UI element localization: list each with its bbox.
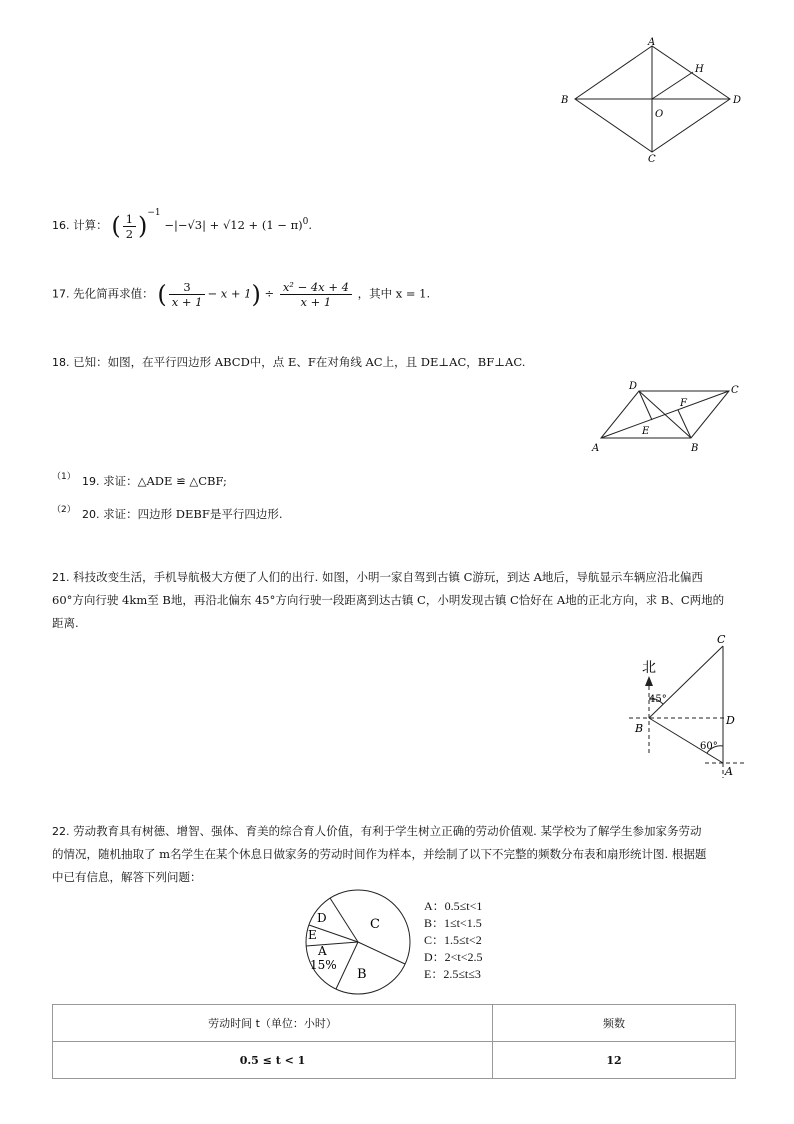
question-19 [82, 470, 227, 493]
numerator: 3 [169, 280, 206, 295]
label-B: B [561, 95, 569, 106]
fraction-half [123, 212, 136, 241]
label-D: D [726, 714, 735, 727]
question-21-line-1 [52, 566, 742, 589]
label-A: A [725, 765, 733, 778]
slice-D: D [317, 911, 327, 925]
sub-mark-2: （2） [52, 505, 76, 515]
label-A: A [648, 37, 656, 48]
label-O: O [655, 109, 664, 120]
question-22-line-3: 中已有信息，解答下列问题： [52, 870, 202, 884]
legend-item: C：1.5≤t<2 [424, 933, 482, 947]
legend-item: D：2<t<2.5 [424, 950, 483, 964]
condition: ，其中 x = 1. [357, 286, 431, 301]
question-18 [52, 351, 525, 374]
question-number: 21. [52, 571, 70, 584]
question-number: 16. [52, 219, 70, 232]
exponent: −1 [147, 208, 161, 218]
numerator: 1 [123, 212, 136, 227]
question-22-line-1 [52, 820, 742, 843]
divide-sign: ÷ [264, 286, 275, 301]
question-number: 18. [52, 356, 70, 369]
question-21-line-3: 距离. [52, 616, 79, 630]
paren-close: ) [251, 280, 261, 309]
denominator: 2 [125, 226, 134, 241]
question-label: 先化简再求值： [73, 286, 154, 301]
slice-A-percent: 15% [310, 958, 337, 972]
paren-open: ( [111, 212, 121, 240]
question-number: 22. [52, 825, 70, 838]
north-label: 北 [642, 660, 656, 676]
question-text: 求证：△ADE ≌ △CBF; [103, 474, 227, 488]
line-text: 劳动教育具有树德、增智、强体、育美的综合育人价值，有利于学生树立正确的劳动价值观. 某学校为了解学生参加家务劳动 [73, 824, 702, 838]
question-17 [52, 280, 430, 309]
denominator: x + 1 [300, 295, 332, 309]
label-F: F [680, 398, 687, 409]
question-text: 求证：四边形 DEBF是平行四边形. [103, 507, 283, 521]
pie-chart [300, 888, 416, 1000]
rhombus-figure [555, 36, 755, 166]
angle-60: 60° [700, 741, 718, 752]
question-16 [52, 202, 312, 241]
label-D: D [629, 381, 638, 392]
fraction-1 [169, 280, 206, 309]
label-A: A [592, 443, 600, 454]
expression-rest: −|−√3| + √12 + (1 − π) [164, 218, 303, 232]
question-number: 17. [52, 287, 70, 301]
question-21 [52, 566, 742, 635]
frequency-table [52, 1004, 736, 1079]
expression-mid: − x + 1 [207, 286, 252, 301]
label-E: E [642, 426, 650, 437]
question-text: 已知：如图，在平行四边形 ABCD中，点 E、F在对角线 AC上，且 DE⊥AC，BF⊥AC. [73, 355, 526, 369]
label-H: H [695, 64, 704, 75]
question-21-line-2: 60°方向行驶 4km至 B地，再沿北偏东 45°方向行驶一段距离到达古镇 C，小明发现古镇 C恰好在 A地的正北方向，求 B、C两地的 [52, 593, 725, 607]
numerator: x² − 4x + 4 [280, 280, 352, 295]
question-22 [52, 820, 742, 889]
label-B: B [635, 722, 644, 735]
label-C: C [731, 385, 739, 396]
slice-A: A [318, 944, 327, 958]
label-C: C [717, 633, 726, 646]
period: . [308, 218, 313, 232]
paren-close: ) [138, 212, 148, 240]
header-time: 劳动时间 t（单位：小时） [53, 1005, 493, 1042]
slice-B: B [357, 967, 367, 982]
label-D: D [733, 95, 742, 106]
question-20 [82, 503, 283, 526]
table-row [53, 1042, 736, 1079]
pie-legend [424, 898, 483, 983]
legend-item: B：1≤t<1.5 [424, 916, 482, 930]
slice-E: E [308, 928, 317, 942]
navigation-figure [615, 628, 755, 783]
line-text: 科技改变生活，手机导航极大方便了人们的出行. 如图，小明一家自驾到古镇 C游玩，到达 A地后，导航显示车辆应沿北偏西 [73, 570, 703, 584]
legend-item: E：2.5≤t≤3 [424, 967, 481, 981]
cell-frequency: 12 [493, 1042, 736, 1079]
sub-mark-1: （1） [52, 472, 76, 482]
label-B: B [691, 443, 699, 454]
fraction-2 [280, 280, 352, 309]
denominator: x + 1 [171, 295, 203, 309]
header-frequency: 频数 [493, 1005, 736, 1042]
paren-open: ( [157, 280, 167, 309]
legend-item: A：0.5≤t<1 [424, 899, 483, 913]
slice-C: C [370, 917, 380, 932]
question-number: 20. [82, 508, 100, 521]
angle-45: 45° [649, 694, 667, 705]
question-22-line-2: 的情况，随机抽取了 m名学生在某个休息日做家务的劳动时间作为样本，并绘制了以下不完整的频数分布表和扇形统计图. 根据题 [52, 847, 707, 861]
label-C: C [648, 154, 656, 165]
exponent-zero: 0 [302, 217, 309, 228]
question-number: 19. [82, 475, 100, 488]
table-header-row [53, 1005, 736, 1042]
north-arrow-icon [645, 676, 653, 686]
question-label: 计算： [73, 218, 108, 232]
parallelogram-figure [585, 376, 745, 458]
cell-time-range: 0.5 ≤ t < 1 [53, 1042, 493, 1079]
